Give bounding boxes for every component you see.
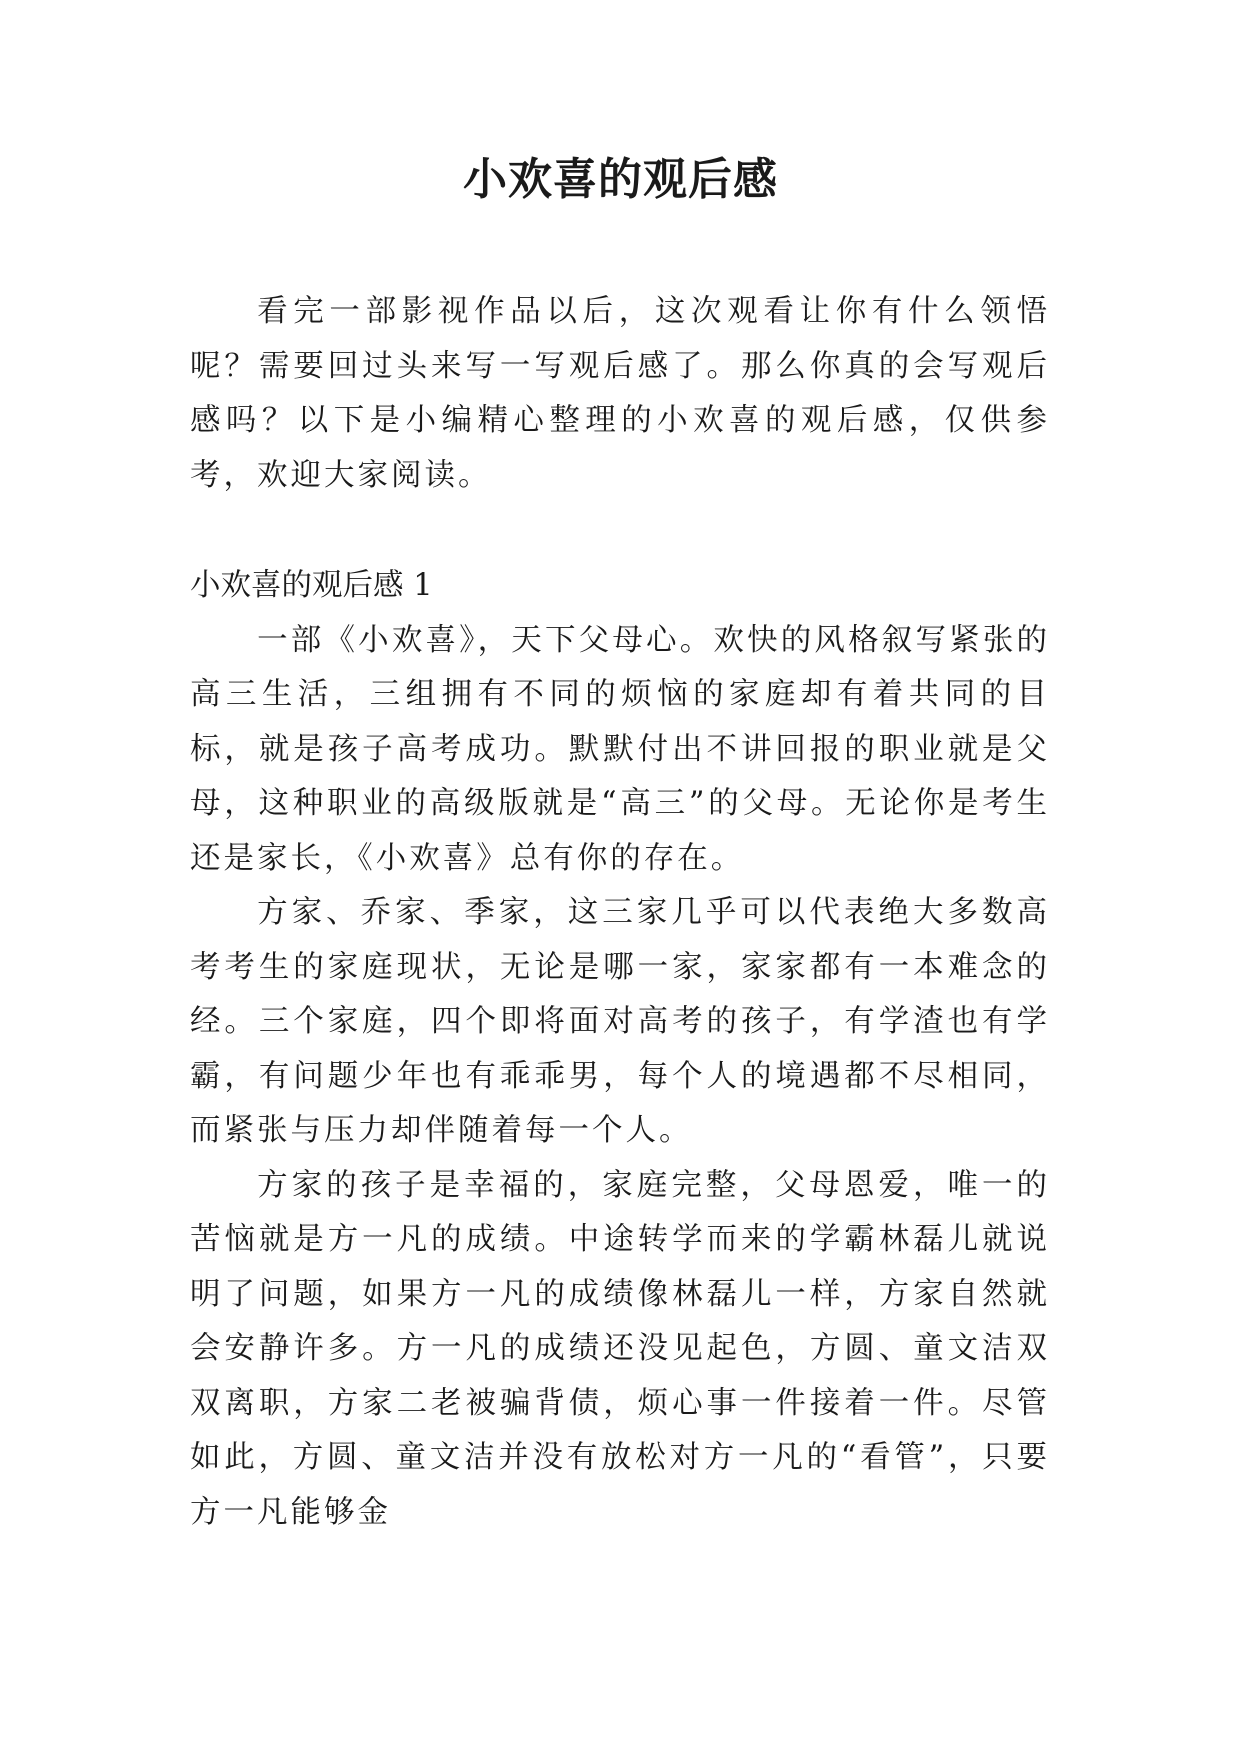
section-heading: 小欢喜的观后感 1 [190,568,433,603]
document-body [190,285,1050,1540]
body-paragraph: 方家、乔家、季家，这三家几乎可以代表绝大多数高考考生的家庭现状，无论是哪一家，家家都有一本难念的经。三个家庭，四个即将面对高考的孩子，有学渣也有学霸，有问题少年也有乖乖男，每个人的境遇都不尽相同，而紧张与压力却伴随着每一个人。 [190,895,1050,1148]
body-paragraph: 方家的孩子是幸福的，家庭完整，父母恩爱，唯一的苦恼就是方一凡的成绩。中途转学而来的学霸林磊儿就说明了问题，如果方一凡的成绩像林磊儿一样，方家自然就会安静许多。方一凡的成绩还没见起色，方圆、童文洁双双离职，方家二老被骗背债，烦心事一件接着一件。尽管如此，方圆、童文洁并没有放松对方一凡的“看管”，只要方一凡能够金 [190,1167,1050,1530]
document-title: 小欢喜的观后感 [463,154,778,205]
body-paragraph: 一部《小欢喜》，天下父母心。欢快的风格叙写紧张的高三生活，三组拥有不同的烦恼的家庭却有着共同的目标，就是孩子高考成功。默默付出不讲回报的职业就是父母，这种职业的高级版就是“高三”的父母。无论你是考生还是家长，《小欢喜》总有你的存在。 [190,622,1050,876]
intro-paragraph: 看完一部影视作品以后，这次观看让你有什么领悟呢？需要回过头来写一写观后感了。那么你真的会写观后感吗？以下是小编精心整理的小欢喜的观后感，仅供参考，欢迎大家阅读。 [190,294,1050,493]
